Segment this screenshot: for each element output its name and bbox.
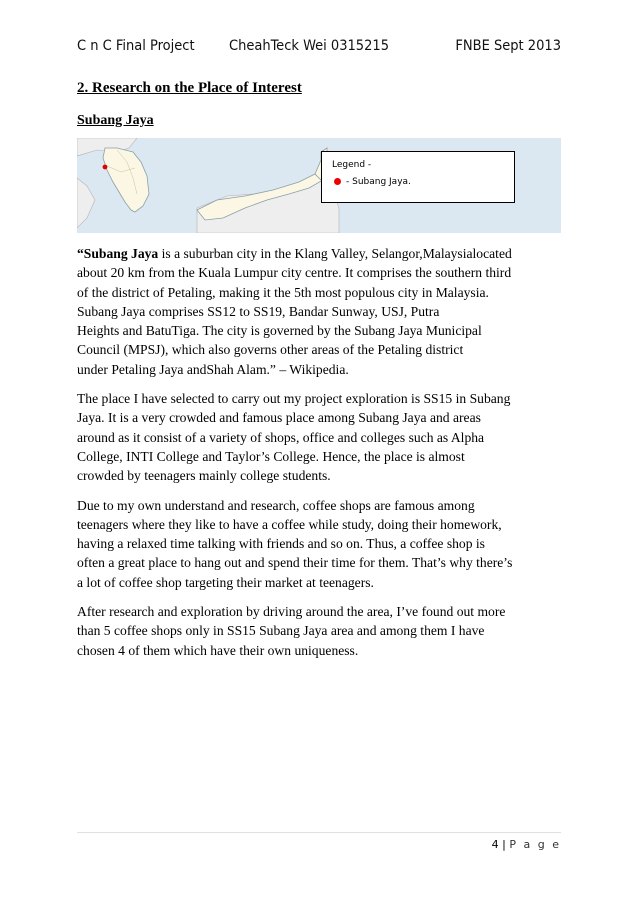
legend-item-label: - Subang Jaya. (346, 177, 411, 187)
text-line: Council (MPSJ), which also governs other areas of the Petaling district (77, 342, 464, 358)
page-header (77, 38, 561, 58)
text-line: is a suburban city in the Klang Valley, Selangor,Malaysialocated (158, 246, 512, 261)
page-label: P a g e (509, 838, 561, 851)
legend-title: Legend - (332, 160, 372, 170)
legend-item (334, 177, 411, 187)
text-line: teenagers where they like to have a coffee while study, doing their homework, (77, 516, 502, 532)
body-text (77, 244, 565, 670)
text-line: around as it consist of a variety of shops, office and colleges such as Alpha (77, 429, 485, 445)
text-line: about 20 km from the Kuala Lumpur city centre. It comprises the southern third (77, 265, 512, 281)
page-number: 4 (491, 838, 499, 851)
text-line: than 5 coffee shops only in SS15 Subang Jaya area and among them I have (77, 623, 485, 639)
text-line: often a great place to hang out and spend their time for them. That’s why there’s (77, 555, 513, 571)
map-legend (321, 151, 515, 203)
text-line: a lot of coffee shop targeting their market at teenagers. (77, 574, 374, 590)
text-line: Heights and BatuTiga. The city is governed by the Subang Jaya Municipal (77, 323, 482, 339)
paragraph-wikipedia-quote (77, 244, 565, 379)
text-line: The place I have selected to carry out my project exploration is SS15 in Subang (77, 391, 511, 407)
paragraph-place-selection (77, 389, 565, 485)
text-line: crowded by teenagers mainly college students. (77, 468, 331, 484)
paragraph-coffee-shops (77, 496, 565, 592)
paragraph-findings (77, 602, 565, 660)
red-dot-icon (334, 178, 341, 185)
text-line: College, INTI College and Taylor’s College. Hence, the place is almost (77, 448, 465, 464)
header-project: C n C Final Project (77, 38, 195, 54)
footer-separator: | (502, 838, 506, 851)
text-line: After research and exploration by driving around the area, I’ve found out more (77, 604, 506, 620)
text-line: Jaya. It is a very crowded and famous place among Subang Jaya and areas (77, 410, 481, 426)
text-line: of the district of Petaling, making it the 5th most populous city in Malaysia. (77, 284, 489, 300)
text-line: under Petaling Jaya andShah Alam.” – Wikipedia. (77, 361, 349, 377)
text-line: having a relaxed time talking with friends and so on. Thus, a coffee shop is (77, 536, 485, 552)
text-line: Subang Jaya comprises SS12 to SS19, Bandar Sunway, USJ, Putra (77, 303, 440, 319)
subsection-title: Subang Jaya (77, 113, 154, 128)
section-title: 2. Research on the Place of Interest (77, 80, 302, 96)
text-line: chosen 4 of them which have their own uniqueness. (77, 642, 359, 658)
text-line: Due to my own understand and research, coffee shops are famous among (77, 497, 475, 513)
quote-bold-lead: “Subang Jaya (77, 246, 159, 261)
header-author: CheahTeck Wei 0315215 (229, 38, 390, 54)
page-footer (492, 838, 561, 851)
footer-divider (77, 832, 561, 833)
header-course: FNBE Sept 2013 (455, 38, 561, 54)
